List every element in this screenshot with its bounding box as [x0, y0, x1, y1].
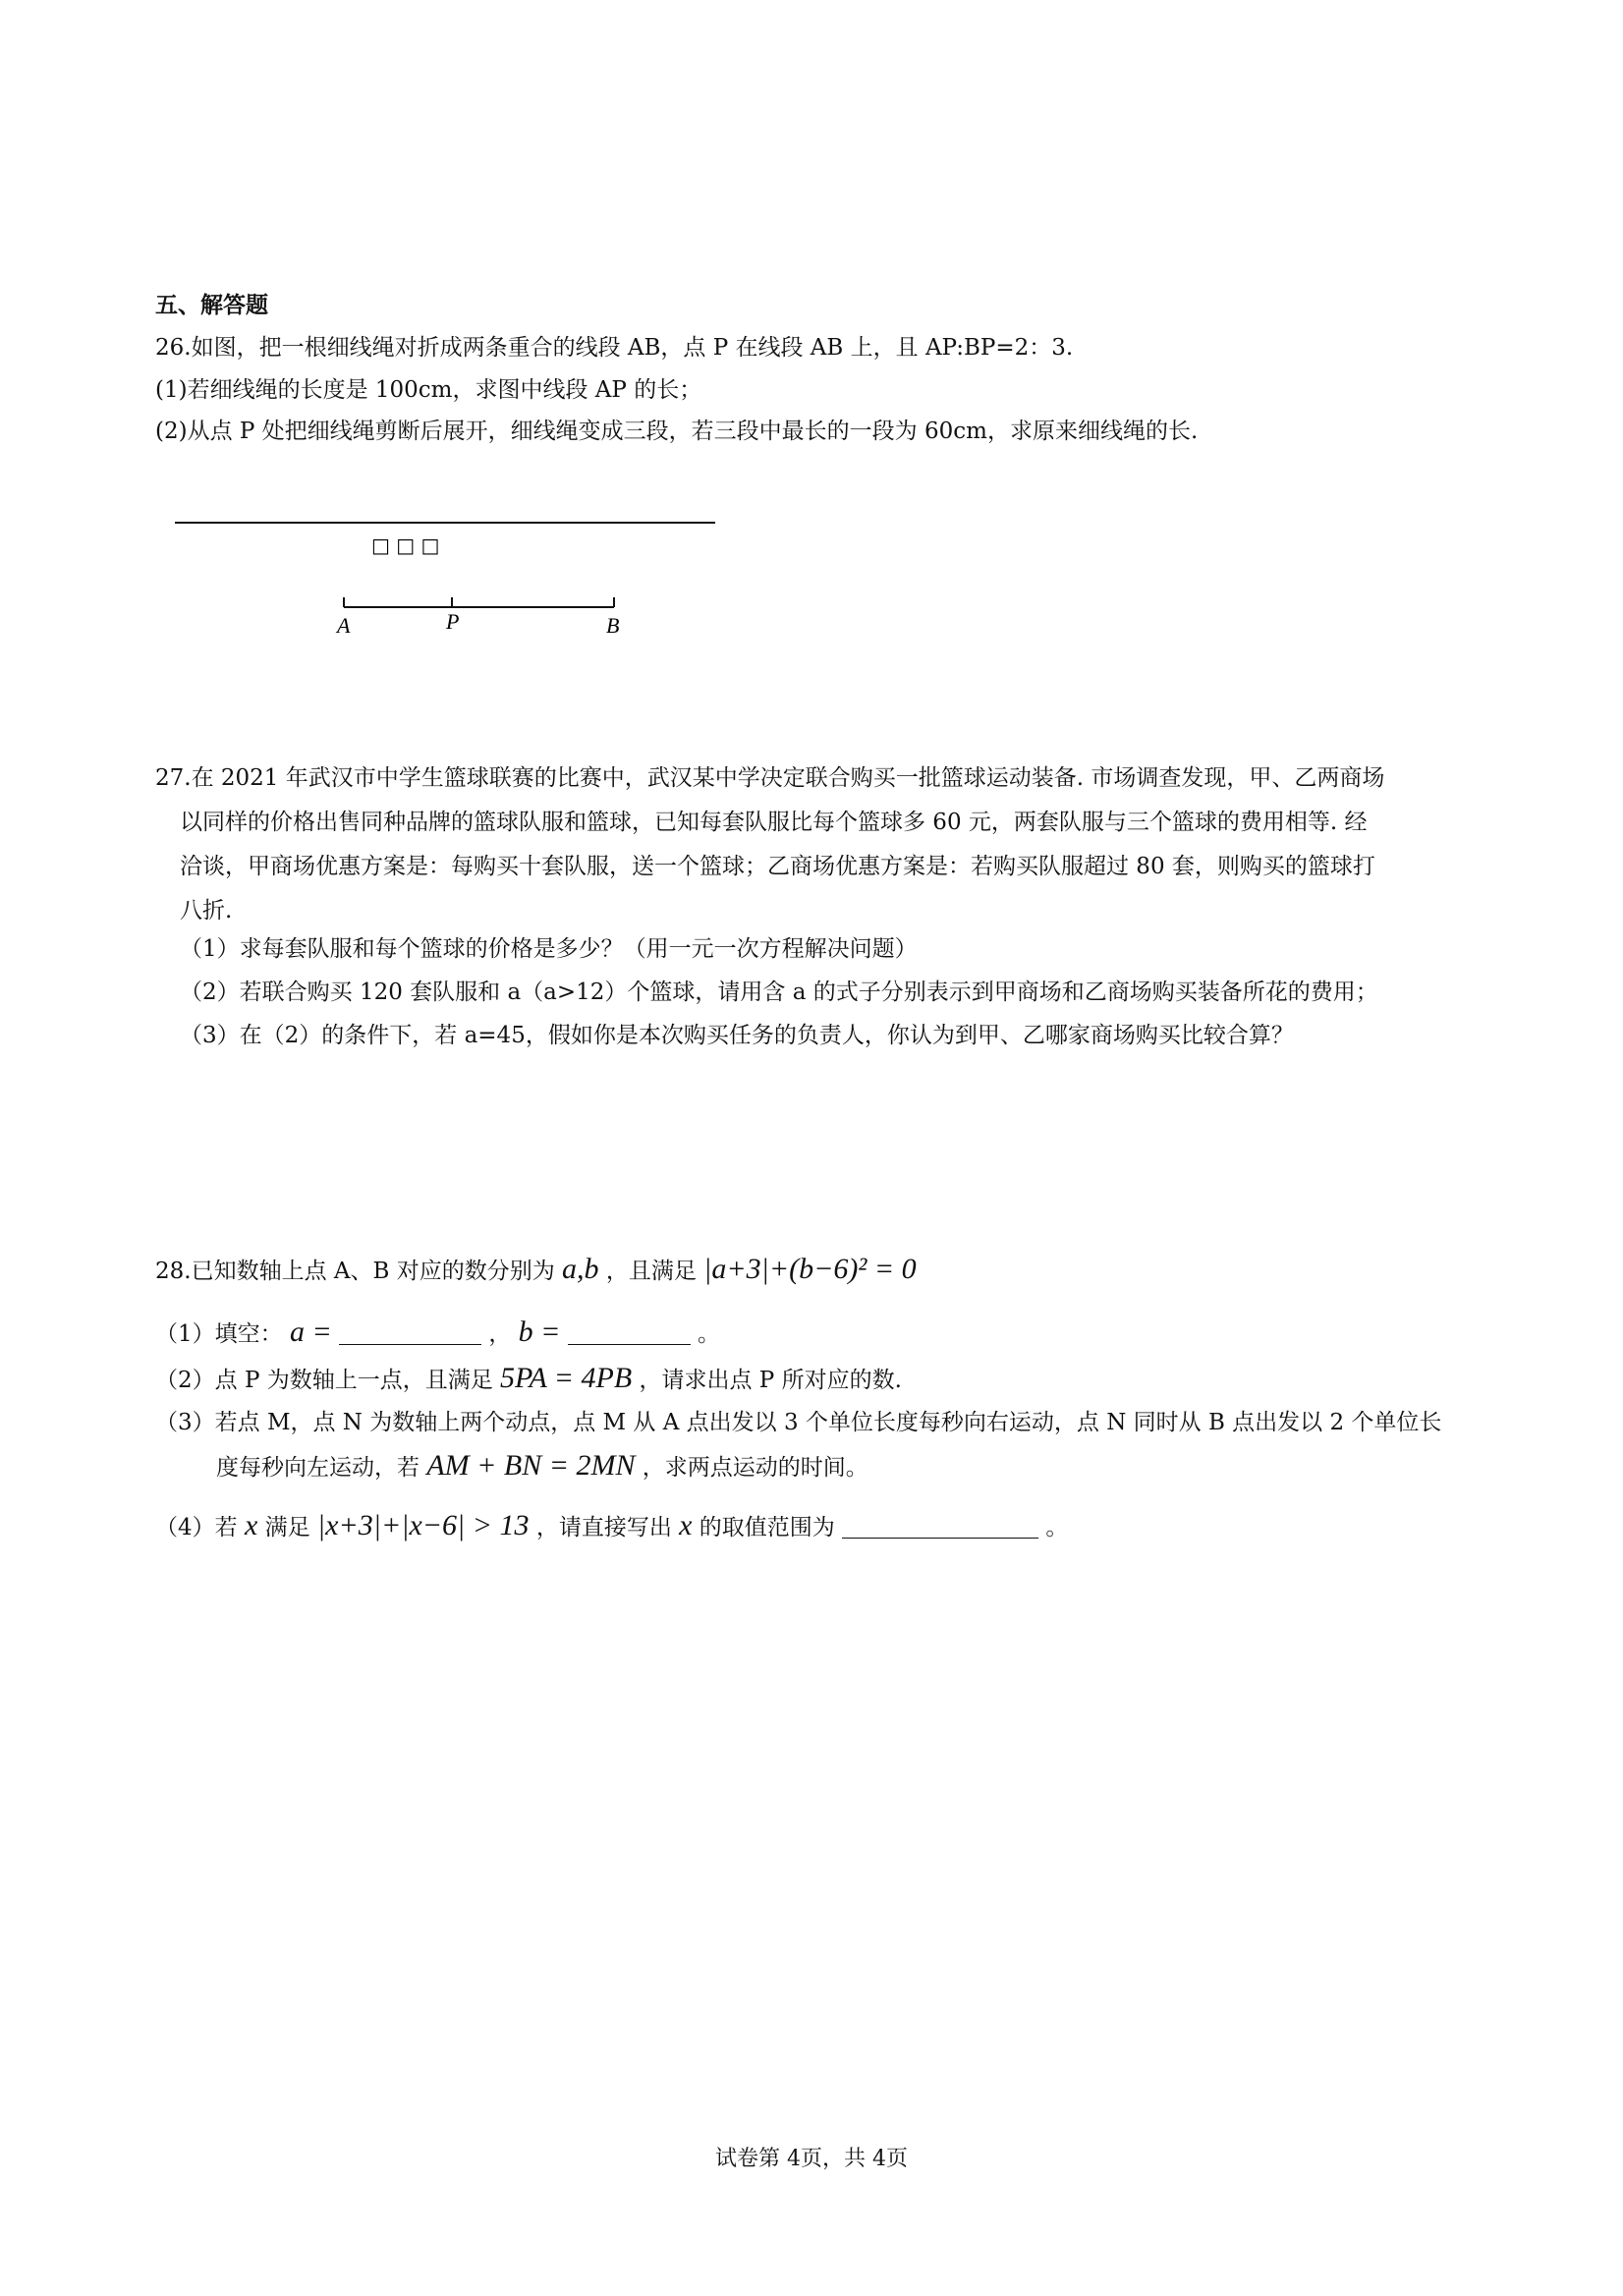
- q28-part2: [155, 1363, 902, 1396]
- q28-p1-a: a =: [289, 1316, 332, 1348]
- q28-p3-math: AM + BN = 2MN: [426, 1449, 636, 1482]
- label-p: P: [446, 609, 460, 634]
- q28-p2-text2: ，请求出点 P 所对应的数.: [639, 1368, 902, 1393]
- q28-condition: |a+3|+(b−6)² = 0: [703, 1253, 917, 1285]
- q27-line3: 洽谈，甲商场优惠方案是：每购买十套队服，送一个篮球；乙商场优惠方案是：若购买队服超过 80 套，则购买的篮球打: [180, 854, 1375, 879]
- q26-part1: (1)若细线绳的长度是 100cm，求图中线段 AP 的长；: [155, 377, 702, 403]
- q27-part3: （3）在（2）的条件下，若 a=45，假如你是本次购买任务的负责人，你认为到甲、乙哪家商场购买比较合算？: [180, 1023, 1294, 1048]
- q28-p1-b: b =: [518, 1316, 561, 1348]
- answer-blank-a[interactable]: [339, 1318, 481, 1345]
- q28-p2-math: 5PA = 4PB: [500, 1362, 633, 1394]
- q28-p1-text: （1）填空：: [155, 1321, 283, 1347]
- label-a: A: [337, 613, 351, 638]
- q28-p1-sep: ，: [488, 1321, 512, 1347]
- q28-stem: [155, 1254, 917, 1287]
- q28-part3-line2: [216, 1450, 868, 1484]
- q27-line1: 27.在 2021 年武汉市中学生篮球联赛的比赛中，武汉某中学决定联合购买一批篮球运动装备. 市场调查发现，甲、乙两商场: [155, 765, 1385, 791]
- q26-stem: 26.如图，把一根细线绳对折成两条重合的线段 AB，点 P 在线段 AB 上，且 AP:BP=2：3.: [155, 335, 1074, 361]
- q28-p4-text4: 的取值范围为: [699, 1515, 835, 1540]
- q28-p4-end: 。: [1045, 1515, 1069, 1540]
- q28-p4-var: x: [244, 1509, 258, 1541]
- q27-line2: 以同样的价格出售同种品牌的篮球队服和篮球，已知每套队服比每个篮球多 60 元，两套队服与三个篮球的费用相等. 经: [180, 810, 1368, 835]
- q28-p4-text3: ，请直接写出: [535, 1515, 672, 1540]
- q28-p3-text: 度每秒向左运动，若: [216, 1455, 420, 1481]
- q26-part2: (2)从点 P 处把细线绳剪断后展开，细线绳变成三段，若三段中最长的一段为 60cm，求原来细线绳的长.: [155, 419, 1199, 444]
- answer-blank-b[interactable]: [568, 1318, 691, 1345]
- label-b: B: [606, 613, 620, 638]
- answer-blank-range[interactable]: [842, 1512, 1038, 1539]
- section-title: 五、解答题: [155, 292, 268, 318]
- q28-p4-inequality: |x+3|+|x−6| > 13: [316, 1509, 530, 1541]
- q27-part1: （1）求每套队服和每个篮球的价格是多少？（用一元一次方程解决问题）: [180, 936, 918, 962]
- q28-part3-line1: （3）若点 M，点 N 为数轴上两个动点，点 M 从 A 点出发以 3 个单位长度每秒向右运动，点 N 同时从 B 点出发以 2 个单位长: [155, 1410, 1442, 1435]
- q28-part4: [155, 1510, 1068, 1543]
- q28-p4-text2: 满足: [264, 1515, 310, 1540]
- q28-vars: a,b: [562, 1253, 599, 1285]
- q28-p3-text2: ，求两点运动的时间。: [642, 1455, 868, 1481]
- q28-stem-text: 28.已知数轴上点 A、B 对应的数分别为: [155, 1259, 555, 1284]
- q26-figure: [0, 0, 1623, 688]
- q28-p2-text: （2）点 P 为数轴上一点，且满足: [155, 1368, 493, 1393]
- page-footer: 试卷第 4页，共 4页: [715, 2147, 908, 2171]
- placeholder-glyphs: □ □ □: [371, 533, 440, 557]
- q28-stem-text2: ，且满足: [605, 1259, 697, 1284]
- q27-line4: 八折.: [180, 898, 233, 924]
- q27-part2: （2）若联合购买 120 套队服和 a（a>12）个篮球，请用含 a 的式子分别表示到甲商场和乙商场购买装备所花的费用；: [180, 980, 1378, 1005]
- q28-p4-text: （4）若: [155, 1515, 238, 1540]
- q28-part1: [155, 1316, 720, 1350]
- q28-p4-var2: x: [679, 1509, 693, 1541]
- q28-p1-end: 。: [698, 1321, 721, 1347]
